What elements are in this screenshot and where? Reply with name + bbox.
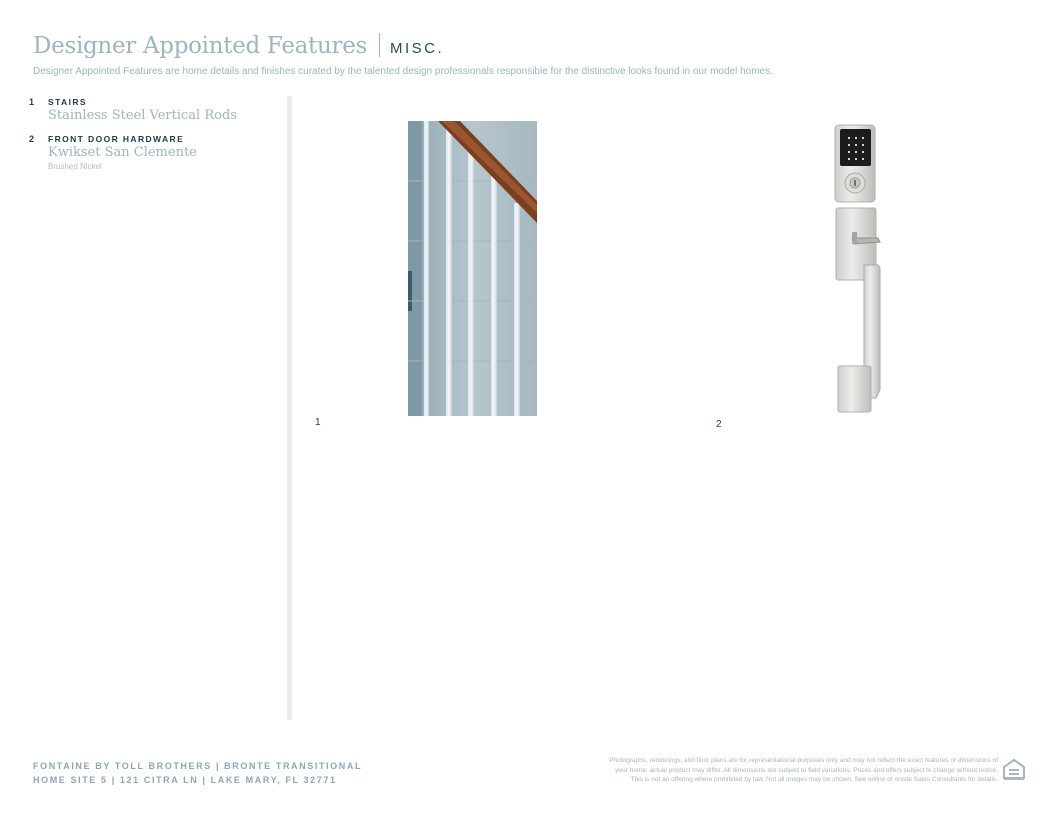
feature-item-stairs [29, 97, 279, 125]
feature-item-front-door-hardware [29, 134, 279, 172]
image-number-stairs: 1 [315, 417, 321, 428]
feature-detail: Brushed Nickel [48, 162, 102, 171]
disclaimer-line-2: your home; actual product may differ. All dimensions are subject to field variations. Prices and offers subject to change without notice. [615, 766, 998, 774]
feature-category: FRONT DOOR HARDWARE [48, 134, 185, 144]
feature-name: Kwikset San Clemente [48, 145, 197, 160]
page-section-label: MISC. [390, 40, 445, 57]
feature-category: STAIRS [48, 97, 87, 107]
stairs-photo [408, 121, 537, 416]
disclaimer-line-1: Photographs, renderings, and floor plans are for representational purposes only and may not reflect the exact features or dimensions of [609, 757, 998, 764]
footer-community-line: FONTAINE BY TOLL BROTHERS | BRONTE TRANSITIONAL [33, 761, 363, 771]
page-title-main: Designer Appointed Features [33, 33, 368, 59]
disclaimer-line-3: This is not an offering where prohibited by law. Not all images may be shown. See online or onsite Sales Consultants for details. [630, 776, 998, 784]
footer-address-line: HOME SITE 5 | 121 CITRA LN | LAKE MARY, FL 32771 [33, 775, 337, 785]
vertical-divider [287, 96, 292, 720]
equal-housing-opportunity-icon [1002, 758, 1026, 782]
feature-number: 1 [29, 97, 35, 107]
page-title [33, 33, 444, 59]
page-subtitle: Designer Appointed Features are home details and finishes curated by the talented design professionals responsible for the distinctive looks found in our model homes. [33, 66, 773, 77]
feature-list [29, 97, 279, 181]
feature-number: 2 [29, 134, 35, 144]
title-separator [379, 33, 380, 57]
feature-name: Stainless Steel Vertical Rods [48, 108, 237, 123]
footer-disclaimer [518, 756, 998, 785]
footer-community-info [33, 759, 362, 787]
front-door-hardware-photo [818, 120, 898, 420]
image-number-hardware: 2 [716, 419, 722, 430]
